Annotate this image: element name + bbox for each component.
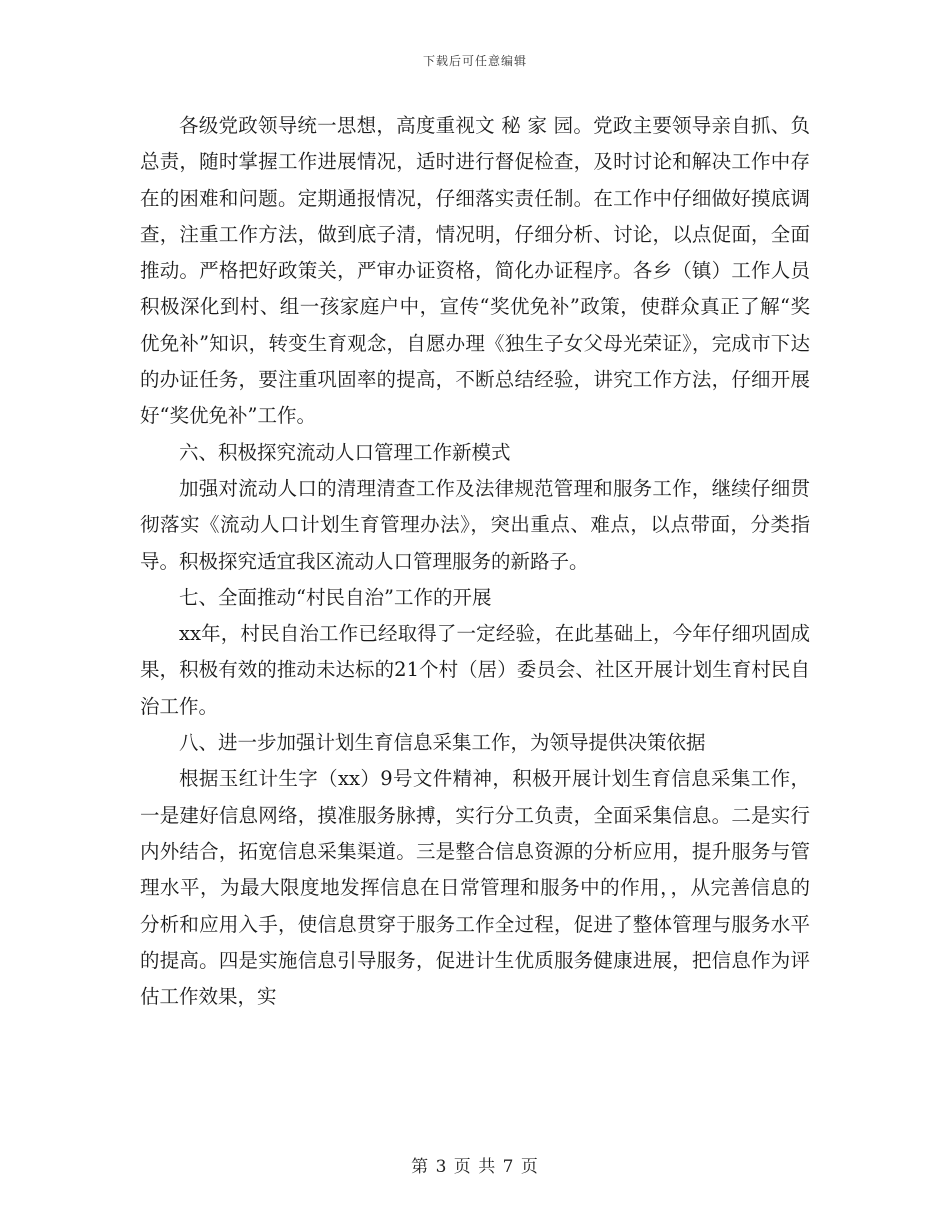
paragraph-1: 各级党政领导统一思想，高度重视文 秘 家 园。党政主要领导亲自抓、负总责，随时掌握工作进展情况，适时进行督促检查，及时讨论和解决工作中存在的困难和问题。定期通报情况，仔细落实责任制。在工作中仔细做好摸底调查，注重工作方法，做到底子清，情况明，仔细分析、讨论，以点促面，全面推动。严格把好政策关，严审办证资格，简化办证程序。各乡（镇）工作人员积极深化到村、组一孩家庭户中，宣传“奖优免补”政策，使群众真正了解“奖优免补”知识，转变生育观念，自愿办理《独生子女父母光荣证》，完成市下达的办证任务，要注重巩固率的提高，不断总结经验，讲究工作方法，仔细开展好“奖优免补”工作。	[140, 114, 810, 428]
section-heading-6: 六、积极探究流动人口管理工作新模式	[179, 440, 511, 464]
document-body	[140, 108, 810, 1015]
paragraph-2: 加强对流动人口的清理清查工作及法律规范管理和服务工作，继续仔细贯彻落实《流动人口计划生育管理办法》，突出重点、难点，以点带面，分类指导。积极探究适宜我区流动人口管理服务的新路子。	[140, 476, 810, 573]
section-heading-7: 七、全面推动“村民自治”工作的开展	[179, 585, 492, 609]
page-header: 下载后可任意编辑	[422, 54, 527, 68]
section-heading-8: 八、进一步加强计划生育信息采集工作，为领导提供决策依据	[179, 731, 706, 755]
paragraph-3: xx年，村民自治工作已经取得了一定经验，在此基础上，今年仔细巩固成果，积极有效的推动未达标的21个村（居）委员会、社区开展计划生育村民自治工作。	[140, 622, 810, 718]
paragraph-4: 根据玉红计生字（xx）9号文件精神，积极开展计划生育信息采集工作，一是建好信息网络，摸准服务脉搏，实行分工负责，全面采集信息。二是实行内外结合，拓宽信息采集渠道。三是整合信息资源的分析应用，提升服务与管理水平，为最大限度地发挥信息在日常管理和服务中的作用，，从完善信息的分析和应用入手，使信息贯穿于服务工作全过程，促进了整体管理与服务水平的提高。四是实施信息引导服务，促进计生优质服务健康进展，把信息作为评估工作效果，实	[140, 767, 810, 1009]
page-footer: 第 3 页 共 7 页	[411, 1157, 539, 1177]
